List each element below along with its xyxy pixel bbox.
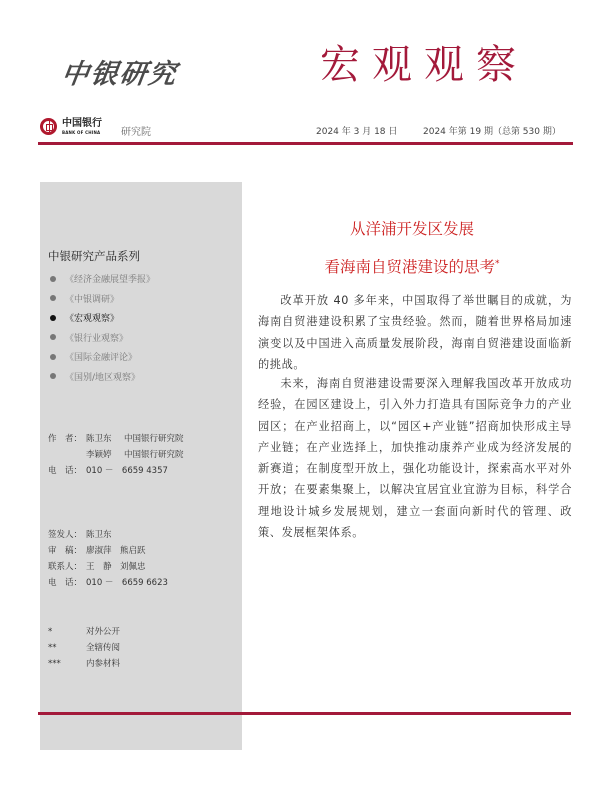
series-item-label: 《银行业观察》 <box>65 333 129 344</box>
author-label: 作 者： <box>48 434 83 444</box>
contact-row <box>48 559 168 575</box>
level-stars: ** <box>48 643 57 653</box>
contact-phone: 010 － 6659 6623 <box>86 578 168 588</box>
paragraph: 未来，海南自贸港建设需要深入理解我国改革开放成功经验，在园区建设上，引入外力打造具有国际竞争力的产业园区；在产业招商上，以“园区+产业链”招商加快形成主导产业链；在产业选择上，加快推动康养产业成为经济发展的新赛道；在制度型开放上，强化功能设计，探索高水平对外开放；在要素集聚上，以解决宜居宜业宜游为目标，科学合理地设计城乡发展规划，建立一套面向新时代的管理、政策、发展框架体系。 <box>258 377 572 540</box>
issue-number: 2024 年第 19 期（总第 530 期） <box>423 127 561 137</box>
reviewer-names: 廖淑萍 熊启跃 <box>86 546 146 556</box>
bank-of-china-logo <box>40 118 102 135</box>
level-row <box>48 640 120 656</box>
author-org: 中国银行研究院 <box>124 434 184 444</box>
bullet-icon <box>50 276 56 282</box>
footnote-mark: * <box>495 259 500 269</box>
approval-block <box>48 527 168 591</box>
series-item-label: 《中银调研》 <box>65 294 120 305</box>
footer-divider <box>38 712 571 715</box>
level-stars: * <box>48 627 53 637</box>
author-name: 李颖婷 <box>86 450 112 460</box>
reviewer-label: 审 稿： <box>48 546 83 556</box>
issuer-name: 陈卫东 <box>86 530 112 540</box>
author-row <box>48 431 184 447</box>
contact-label: 联系人： <box>48 562 83 572</box>
author-phone-row <box>48 463 184 479</box>
article-body <box>258 373 572 553</box>
series-item-label: 《国际金融评论》 <box>65 353 138 364</box>
author-block <box>48 431 184 479</box>
contact-phone-row <box>48 575 168 591</box>
author-name: 陈卫东 <box>86 434 112 444</box>
article-title-line1: 从洋浦开发区发展 <box>349 220 474 238</box>
contact-names: 王 静 刘佩忠 <box>86 562 146 572</box>
series-heading: 中银研究产品系列 <box>48 249 140 263</box>
series-item-label: 《宏观观察》 <box>65 314 120 325</box>
boc-name-en: BANK OF CHINA <box>62 129 101 135</box>
bullet-icon <box>50 315 56 321</box>
series-list <box>48 269 155 386</box>
phone-label: 电 话： <box>48 466 83 476</box>
author-row <box>48 447 184 463</box>
level-label: 内参材料 <box>86 659 121 669</box>
series-item <box>48 269 155 289</box>
level-stars: *** <box>48 659 61 669</box>
series-item-label: 《国别/地区观察》 <box>65 372 141 383</box>
series-item <box>48 328 155 348</box>
level-label: 全辖传阅 <box>86 643 121 653</box>
level-row <box>48 656 120 672</box>
publish-date: 2024 年 3 月 18 日 <box>316 127 398 137</box>
paragraph: 改革开放 40 多年来，中国取得了举世瞩目的成就，为海南自贸港建设积累了宝贵经验。然而，随着世界格局加速演变以及中国进入高质量发展阶段，海南自贸港建设面临新的挑战。 <box>258 294 572 371</box>
bullet-icon <box>50 295 56 301</box>
bullet-icon <box>50 373 56 379</box>
distribution-levels <box>48 624 120 672</box>
issuer-row <box>48 527 168 543</box>
article-body <box>258 290 572 385</box>
article-title-text: 看海南自贸港建设的思考 <box>324 258 495 276</box>
series-item-label: 《经济金融展望季报》 <box>65 275 156 286</box>
series-item-active <box>48 308 155 328</box>
brand-calligraphy-logo: 中银研究 <box>59 59 180 90</box>
boc-name-cn: 中国银行 <box>62 117 102 129</box>
boc-emblem-icon <box>40 118 57 135</box>
issuer-label: 签发人： <box>48 530 83 540</box>
institute-label: 研究院 <box>121 127 151 138</box>
series-item <box>48 289 155 309</box>
bullet-icon <box>50 354 56 360</box>
article-title-line2 <box>252 255 572 277</box>
level-label: 对外公开 <box>86 627 121 637</box>
header-divider <box>38 142 573 145</box>
series-title: 宏观观察 <box>320 42 528 88</box>
series-item <box>48 347 155 367</box>
phone-label: 电 话： <box>48 578 83 588</box>
bullet-icon <box>50 334 56 340</box>
level-row <box>48 624 120 640</box>
author-phone: 010 － 6659 4357 <box>86 466 168 476</box>
reviewer-row <box>48 543 168 559</box>
boc-wordmark <box>62 119 102 135</box>
series-item <box>48 367 155 387</box>
author-org: 中国银行研究院 <box>124 450 184 460</box>
